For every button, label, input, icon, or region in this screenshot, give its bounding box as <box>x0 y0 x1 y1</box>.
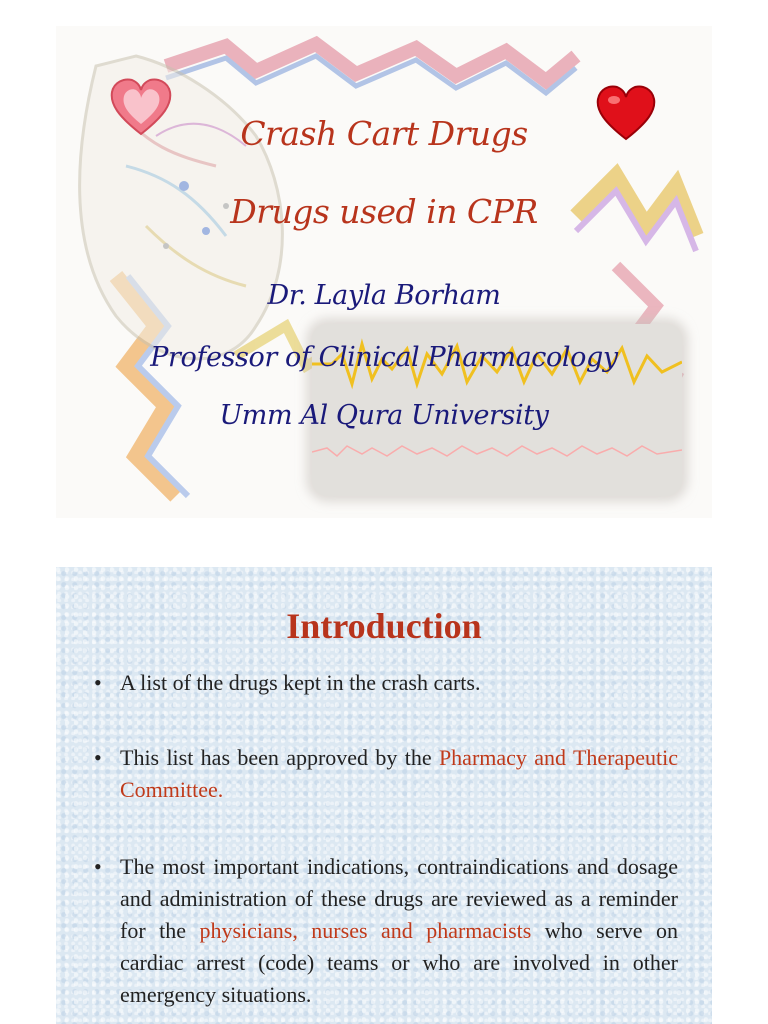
author-university: Umm Al Qura University <box>219 400 549 431</box>
bullet-text: The most important indications, contraindications and dosage and administration of these drugs are reviewed as a reminder for the <box>120 854 678 943</box>
zigzag-band-top <box>166 44 576 93</box>
author-name: Dr. Layla Borham <box>267 280 501 311</box>
bullet-item <box>94 851 679 1011</box>
slide-title: Crash Cart Drugs <box>240 114 528 153</box>
bullet-icon: • <box>94 670 102 695</box>
introduction-slide <box>56 567 712 1024</box>
highlighted-text: Pharmacy and Therapeutic Committee. <box>120 745 678 802</box>
bullet-icon: • <box>94 854 102 879</box>
slide-heading: Introduction <box>286 606 482 646</box>
bullet-icon: • <box>94 745 102 770</box>
author-position: Professor of Clinical Pharmacology <box>150 342 618 373</box>
bullet-item <box>94 667 678 699</box>
highlighted-text: physicians, nurses and pharmacists <box>199 918 532 943</box>
bullet-item <box>94 742 678 806</box>
bullet-text: A list of the drugs kept in the crash carts. <box>120 670 481 695</box>
title-slide <box>56 26 712 518</box>
bullet-text-continued: who serve on cardiac arrest (code) teams or who are involved in other emergency situations. <box>120 918 679 1007</box>
bullet-text: This list has been approved by the <box>120 745 439 770</box>
slide-subtitle: Drugs used in CPR <box>230 192 538 231</box>
